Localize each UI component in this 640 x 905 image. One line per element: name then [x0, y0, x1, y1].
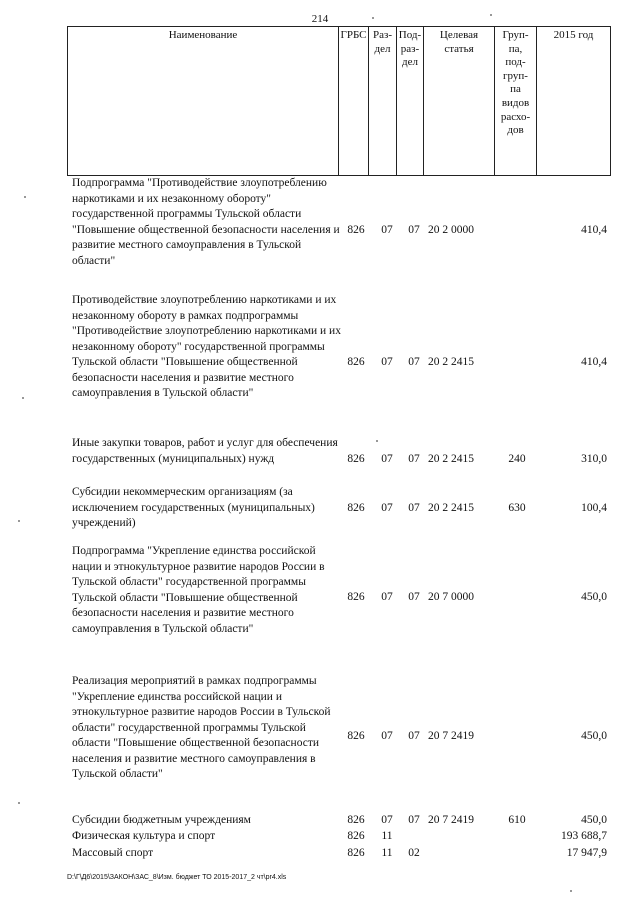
row-grbs: 826 — [347, 224, 365, 236]
header-year: 2015 год — [537, 27, 611, 176]
row-podrazdel: 07 — [408, 356, 420, 368]
row-grbs: 826 — [347, 591, 365, 603]
row-razdel: 07 — [381, 814, 393, 826]
header-vr: Груп- па, под- груп- па видов расхо- дов — [495, 27, 537, 176]
row-grbs: 826 — [347, 814, 365, 826]
scan-speck — [490, 14, 492, 16]
file-path-footer: D:\Г\Д6\2015\ЗАКОН\ЗАС_8\Изм. бюджет ТО 2015-2017_2 чт\pr4.xls — [67, 874, 287, 881]
row-cs: 20 2 0000 — [428, 224, 474, 236]
header-grbs: ГРБС — [339, 27, 369, 176]
row-vr: 240 — [508, 453, 526, 465]
row-amount: 310,0 — [581, 453, 607, 465]
row-grbs: 826 — [347, 830, 365, 842]
row-podrazdel: 07 — [408, 591, 420, 603]
row-amount: 100,4 — [581, 502, 607, 514]
scan-speck — [18, 802, 20, 804]
header-name: Наименование — [68, 27, 339, 176]
row-podrazdel: 07 — [408, 502, 420, 514]
row-razdel: 07 — [381, 591, 393, 603]
row-grbs: 826 — [347, 356, 365, 368]
row-name: Физическая культура и спорт — [72, 830, 216, 842]
row-vr: 630 — [508, 502, 526, 514]
row-razdel: 07 — [381, 730, 393, 742]
row-cs: 20 7 2419 — [428, 730, 474, 742]
row-razdel: 11 — [381, 847, 393, 859]
row-amount: 410,4 — [581, 224, 607, 236]
row-razdel: 11 — [381, 830, 393, 842]
header-razdel: Раз- дел — [369, 27, 397, 176]
row-amount: 450,0 — [581, 814, 607, 826]
row-razdel: 07 — [381, 356, 393, 368]
header-cs: Целевая статья — [424, 27, 495, 176]
row-name: Противодействие злоупотреблению наркотиками и их незаконному обороту в рамках подпрограммы "Противодействие злоупотреблению наркотиками и их незаконному обороту" государственной программы Тульской области "Повышение общественной безопасности населения и развитие местного самоуправления в Тульской области" — [72, 294, 341, 399]
row-name: Субсидии бюджетным учреждениям — [72, 814, 251, 826]
row-cs: 20 2 2415 — [428, 356, 474, 368]
row-name: Подпрограмма "Противодействие злоупотреблению наркотиками и их незаконному обороту" государственной программы Тульской области "Повышение общественной безопасности населения и развитие местного самоуправления в Тульской области" — [72, 177, 340, 267]
row-name: Подпрограмма "Укрепление единства российской нации и этнокультурное развитие народов России в Тульской области" государственной программы Тульской области "Повышение общественной безопасности населения и развитие местного самоуправления в Тульской области" — [72, 545, 325, 635]
scan-speck — [18, 520, 20, 522]
header-podrazdel: Под- раз- дел — [397, 27, 424, 176]
row-vr: 610 — [508, 814, 526, 826]
row-cs: 20 7 2419 — [428, 814, 474, 826]
row-name: Реализация мероприятий в рамках подпрограммы "Укрепление единства российской нации и этнокультурное развитие народов России в Тульской области" государственной программы Тульской области "Повышение общественной безопасности населения и развитие местного самоуправления в Тульской области" — [72, 675, 331, 780]
scan-speck — [372, 17, 374, 19]
scan-speck — [24, 196, 26, 198]
row-podrazdel: 07 — [408, 224, 420, 236]
scan-speck — [376, 440, 378, 442]
row-grbs: 826 — [347, 453, 365, 465]
row-name: Массовый спорт — [72, 847, 154, 859]
row-grbs: 826 — [347, 502, 365, 514]
row-amount: 450,0 — [581, 730, 607, 742]
row-grbs: 826 — [347, 847, 365, 859]
table-header — [67, 26, 611, 176]
row-cs: 20 7 0000 — [428, 591, 474, 603]
row-name: Субсидии некоммерческим организациям (за исключением государственных (муниципальных) учреждений) — [72, 486, 315, 529]
scan-speck — [570, 890, 572, 892]
row-amount: 17 947,9 — [566, 847, 607, 859]
row-razdel: 07 — [381, 502, 393, 514]
row-grbs: 826 — [347, 730, 365, 742]
row-cs: 20 2 2415 — [428, 502, 474, 514]
row-razdel: 07 — [381, 453, 393, 465]
row-podrazdel: 07 — [408, 730, 420, 742]
row-amount: 410,4 — [581, 356, 607, 368]
page-number: 214 — [311, 13, 329, 25]
row-podrazdel: 07 — [408, 453, 420, 465]
scan-speck — [22, 397, 24, 399]
row-amount: 450,0 — [581, 591, 607, 603]
row-podrazdel: 02 — [408, 847, 420, 859]
row-amount: 193 688,7 — [561, 830, 607, 842]
row-cs: 20 2 2415 — [428, 453, 474, 465]
row-name: Иные закупки товаров, работ и услуг для обеспечения государственных (муниципальных) нужд — [72, 437, 338, 465]
row-razdel: 07 — [381, 224, 393, 236]
row-podrazdel: 07 — [408, 814, 420, 826]
